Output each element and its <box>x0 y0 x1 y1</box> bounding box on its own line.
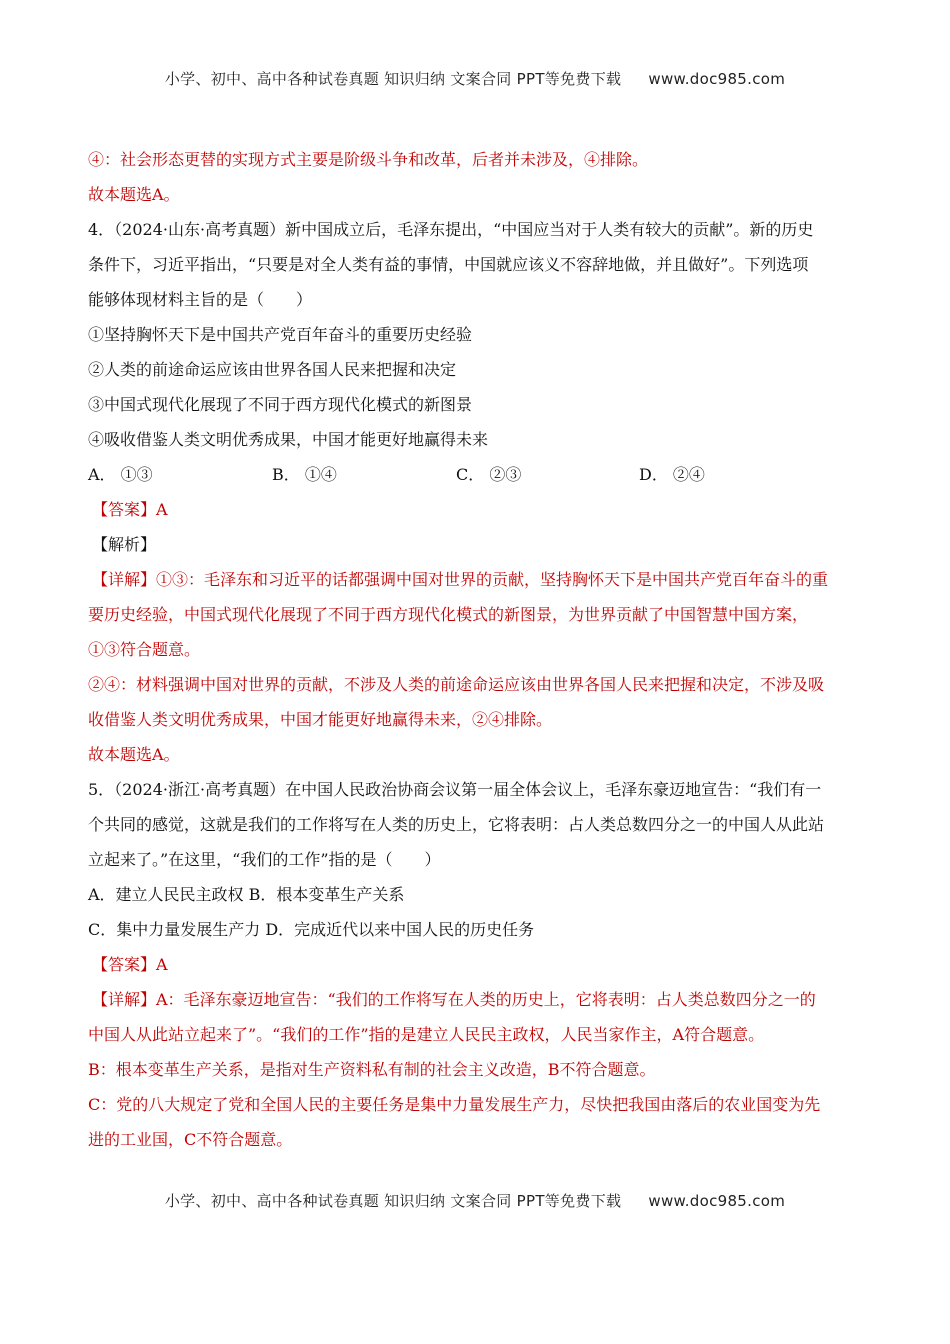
q4-option-d: D． ②④ <box>639 465 705 484</box>
q5-answer: 【答案】A <box>92 955 168 974</box>
q4-detail-line-2: 要历史经验，中国式现代化展现了不同于西方现代化模式的新图景，为世界贡献了中国智慧中国方案， <box>88 605 809 624</box>
q4-detail-line-4: ②④：材料强调中国对世界的贡献，不涉及人类的前途命运应该由世界各国人民来把握和决定，不涉及吸 <box>88 675 825 694</box>
q4-detail-line-1: 【详解】①③：毛泽东和习近平的话都强调中国对世界的贡献，坚持胸怀天下是中国共产党百年奋斗的重 <box>92 570 829 589</box>
q4-detail-line-3: ①③符合题意。 <box>88 640 201 659</box>
q5-detail-line-5: 进的工业国，C不符合题意。 <box>88 1130 293 1149</box>
document-body <box>88 142 863 1157</box>
q4-stem-line-3: 能够体现材料主旨的是（ ） <box>88 290 313 309</box>
footer-text: 小学、初中、高中各种试卷真题 知识归纳 文案合同 PPT等免费下载 <box>164 1192 622 1210</box>
q4-option-b: B． ①④ <box>272 465 337 484</box>
q5-stem-line-1: 5．（2024·浙江·高考真题）在中国人民政治协商会议第一届全体会议上，毛泽东豪迈地宣告：“我们有一 <box>88 780 822 799</box>
page-footer <box>0 1190 950 1211</box>
prev-explanation-line: ④：社会形态更替的实现方式主要是阶级斗争和改革，后者并未涉及，④排除。 <box>88 150 649 169</box>
question-5 <box>88 772 863 1157</box>
q4-item-4: ④吸收借鉴人类文明优秀成果，中国才能更好地赢得未来 <box>88 430 489 449</box>
q4-stem-line-2: 条件下，习近平指出，“只要是对全人类有益的事情，中国就应该义不容辞地做，并且做好”。下列选项 <box>88 255 809 274</box>
footer-site-link[interactable]: www.doc985.com <box>648 1192 786 1210</box>
q4-detail-line-6: 故本题选A。 <box>88 745 180 764</box>
q4-option-c: C． ②③ <box>456 465 522 484</box>
q4-detail-line-5: 收借鉴人类文明优秀成果，中国才能更好地赢得未来，②④排除。 <box>88 710 553 729</box>
q5-detail-line-1: 【详解】A：毛泽东豪迈地宣告：“我们的工作将写在人类的历史上，它将表明：占人类总数四分之一的 <box>92 990 816 1009</box>
q4-item-2: ②人类的前途命运应该由世界各国人民来把握和决定 <box>88 360 457 379</box>
q4-item-3: ③中国式现代化展现了不同于西方现代化模式的新图景 <box>88 395 473 414</box>
q4-stem-line-1: 4．（2024·山东·高考真题）新中国成立后，毛泽东提出，“中国应当对于人类有较大的贡献”。新的历史 <box>88 220 814 239</box>
q4-option-a: A． ①③ <box>88 465 153 484</box>
q5-detail-line-2: 中国人从此站立起来了”。“我们的工作”指的是建立人民民主政权，人民当家作主，A符合题意。 <box>88 1025 765 1044</box>
q5-detail-line-4: C：党的八大规定了党和全国人民的主要任务是集中力量发展生产力，尽快把我国由落后的农业国变为先 <box>88 1095 821 1114</box>
q5-detail-line-3: B：根本变革生产关系，是指对生产资料私有制的社会主义改造，B不符合题意。 <box>88 1060 656 1079</box>
header-site-link[interactable]: www.doc985.com <box>648 70 786 88</box>
header-text: 小学、初中、高中各种试卷真题 知识归纳 文案合同 PPT等免费下载 <box>164 70 622 88</box>
q5-stem-line-2: 个共同的感觉，这就是我们的工作将写在人类的历史上，它将表明：占人类总数四分之一的中国人从此站 <box>88 815 825 834</box>
page-header <box>0 68 950 89</box>
q4-answer: 【答案】A <box>92 500 168 519</box>
q4-options <box>88 457 863 492</box>
q5-stem-line-3: 立起来了。”在这里，“我们的工作”指的是（ ） <box>88 850 441 869</box>
q5-options-line-2: C．集中力量发展生产力 D．完成近代以来中国人民的历史任务 <box>88 920 535 939</box>
q4-analysis-label: 【解析】 <box>92 535 157 554</box>
q5-options-line-1: A．建立人民民主政权 B．根本变革生产关系 <box>88 885 405 904</box>
question-4 <box>88 212 863 772</box>
q4-item-1: ①坚持胸怀天下是中国共产党百年奋斗的重要历史经验 <box>88 325 473 344</box>
prev-conclusion-line: 故本题选A。 <box>88 185 180 204</box>
